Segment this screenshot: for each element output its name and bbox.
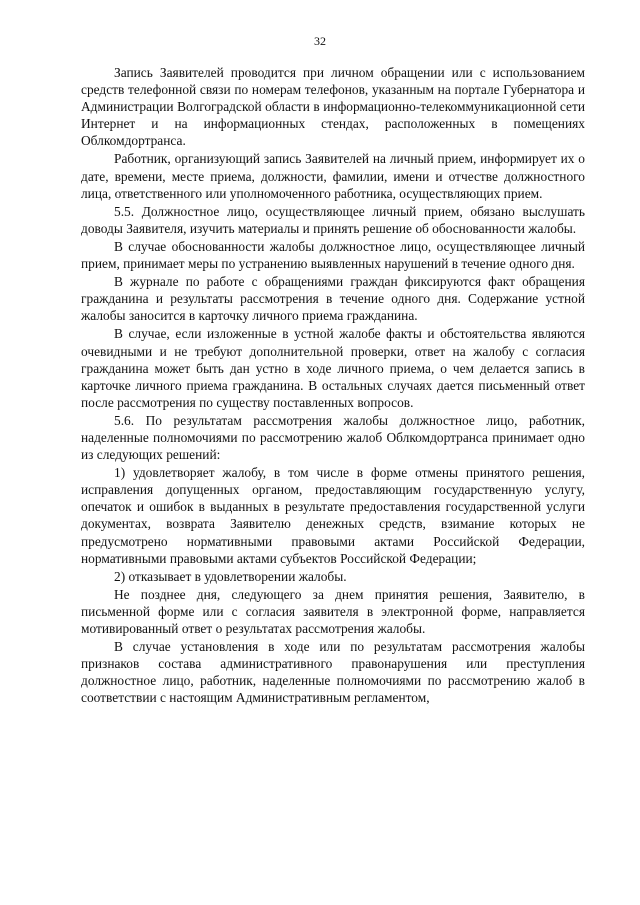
- paragraph-response-deadline: Не позднее дня, следующего за днем принятия решения, Заявителю, в письменной форме или с согласия заявителя в электронной форме, направляется мотивированный ответ о результатах рассмотрения жалобы.: [81, 586, 585, 636]
- paragraph-journal: В журнале по работе с обращениями граждан фиксируются факт обращения гражданина и результаты рассмотрения в течение одного дня. Содержание устной жалобы заносится в карточку личного приема гражданина.: [81, 274, 585, 324]
- paragraph-decision-1: 1) удовлетворяет жалобу, в том числе в форме отмены принятого решения, исправления допущенных органом, предоставляющим государственную услугу, опечаток и ошибок в выданных в результате предоставления государственной услуги документах, возврата Заявителю денежных средств, взимание которых не предусмотрено нормативными правовыми актами Российской Федерации, нормативными правовыми актами субъектов Российской Федерации;: [81, 465, 585, 566]
- page-number: 32: [314, 34, 326, 48]
- paragraph-violation-signs: В случае установления в ходе или по результатам рассмотрения жалобы признаков состава административного правонарушения или преступления должностное лицо, работник, наделенные полномочиями по рассмотрению жалоб в соответствии с настоящим Административным регламентом,: [81, 639, 585, 706]
- paragraph-justified-complaint: В случае обоснованности жалобы должностное лицо, осуществляющее личный прием, принимает меры по устранению выявленных нарушений в течение одного дня.: [81, 238, 585, 272]
- paragraph-oral-answer: В случае, если изложенные в устной жалобе факты и обстоятельства являются очевидными и не требуют дополнительной проверки, ответ на жалобу с согласия гражданина может быть дан устно в ходе личного приема, о чем делается запись в карточке личного приема гражданина. В остальных случаях дается письменный ответ после рассмотрения по существу поставленных вопросов.: [81, 326, 585, 410]
- document-body: [81, 64, 585, 707]
- paragraph-booking-employee: Работник, организующий запись Заявителей на личный прием, информирует их о дате, времени, месте приема, должности, фамилии, имени и отчестве должностного лица, ответственного или уполномоченного работника, осуществляющих прием.: [81, 151, 585, 201]
- paragraph-section-5-5: 5.5. Должностное лицо, осуществляющее личный прием, обязано выслушать доводы Заявителя, изучить материалы и принять решение об обоснованности жалобы.: [81, 203, 585, 236]
- paragraph-decision-2: 2) отказывает в удовлетворении жалобы.: [114, 568, 347, 584]
- paragraph-appointment-booking: Запись Заявителей проводится при личном обращении или с использованием средств телефонной связи по номерам телефонов, указанным на портале Губернатора и Администрации Волгоградской области в информационно-телекоммуникационной сети Интернет и на информационных стендах, расположенных в помещениях Облкомдортранса.: [81, 65, 585, 149]
- paragraph-section-5-6: 5.6. По результатам рассмотрения жалобы должностное лицо, работник, наделенные полномочиями по рассмотрению жалоб Облкомдортранса принимает одно из следующих решений:: [81, 412, 585, 463]
